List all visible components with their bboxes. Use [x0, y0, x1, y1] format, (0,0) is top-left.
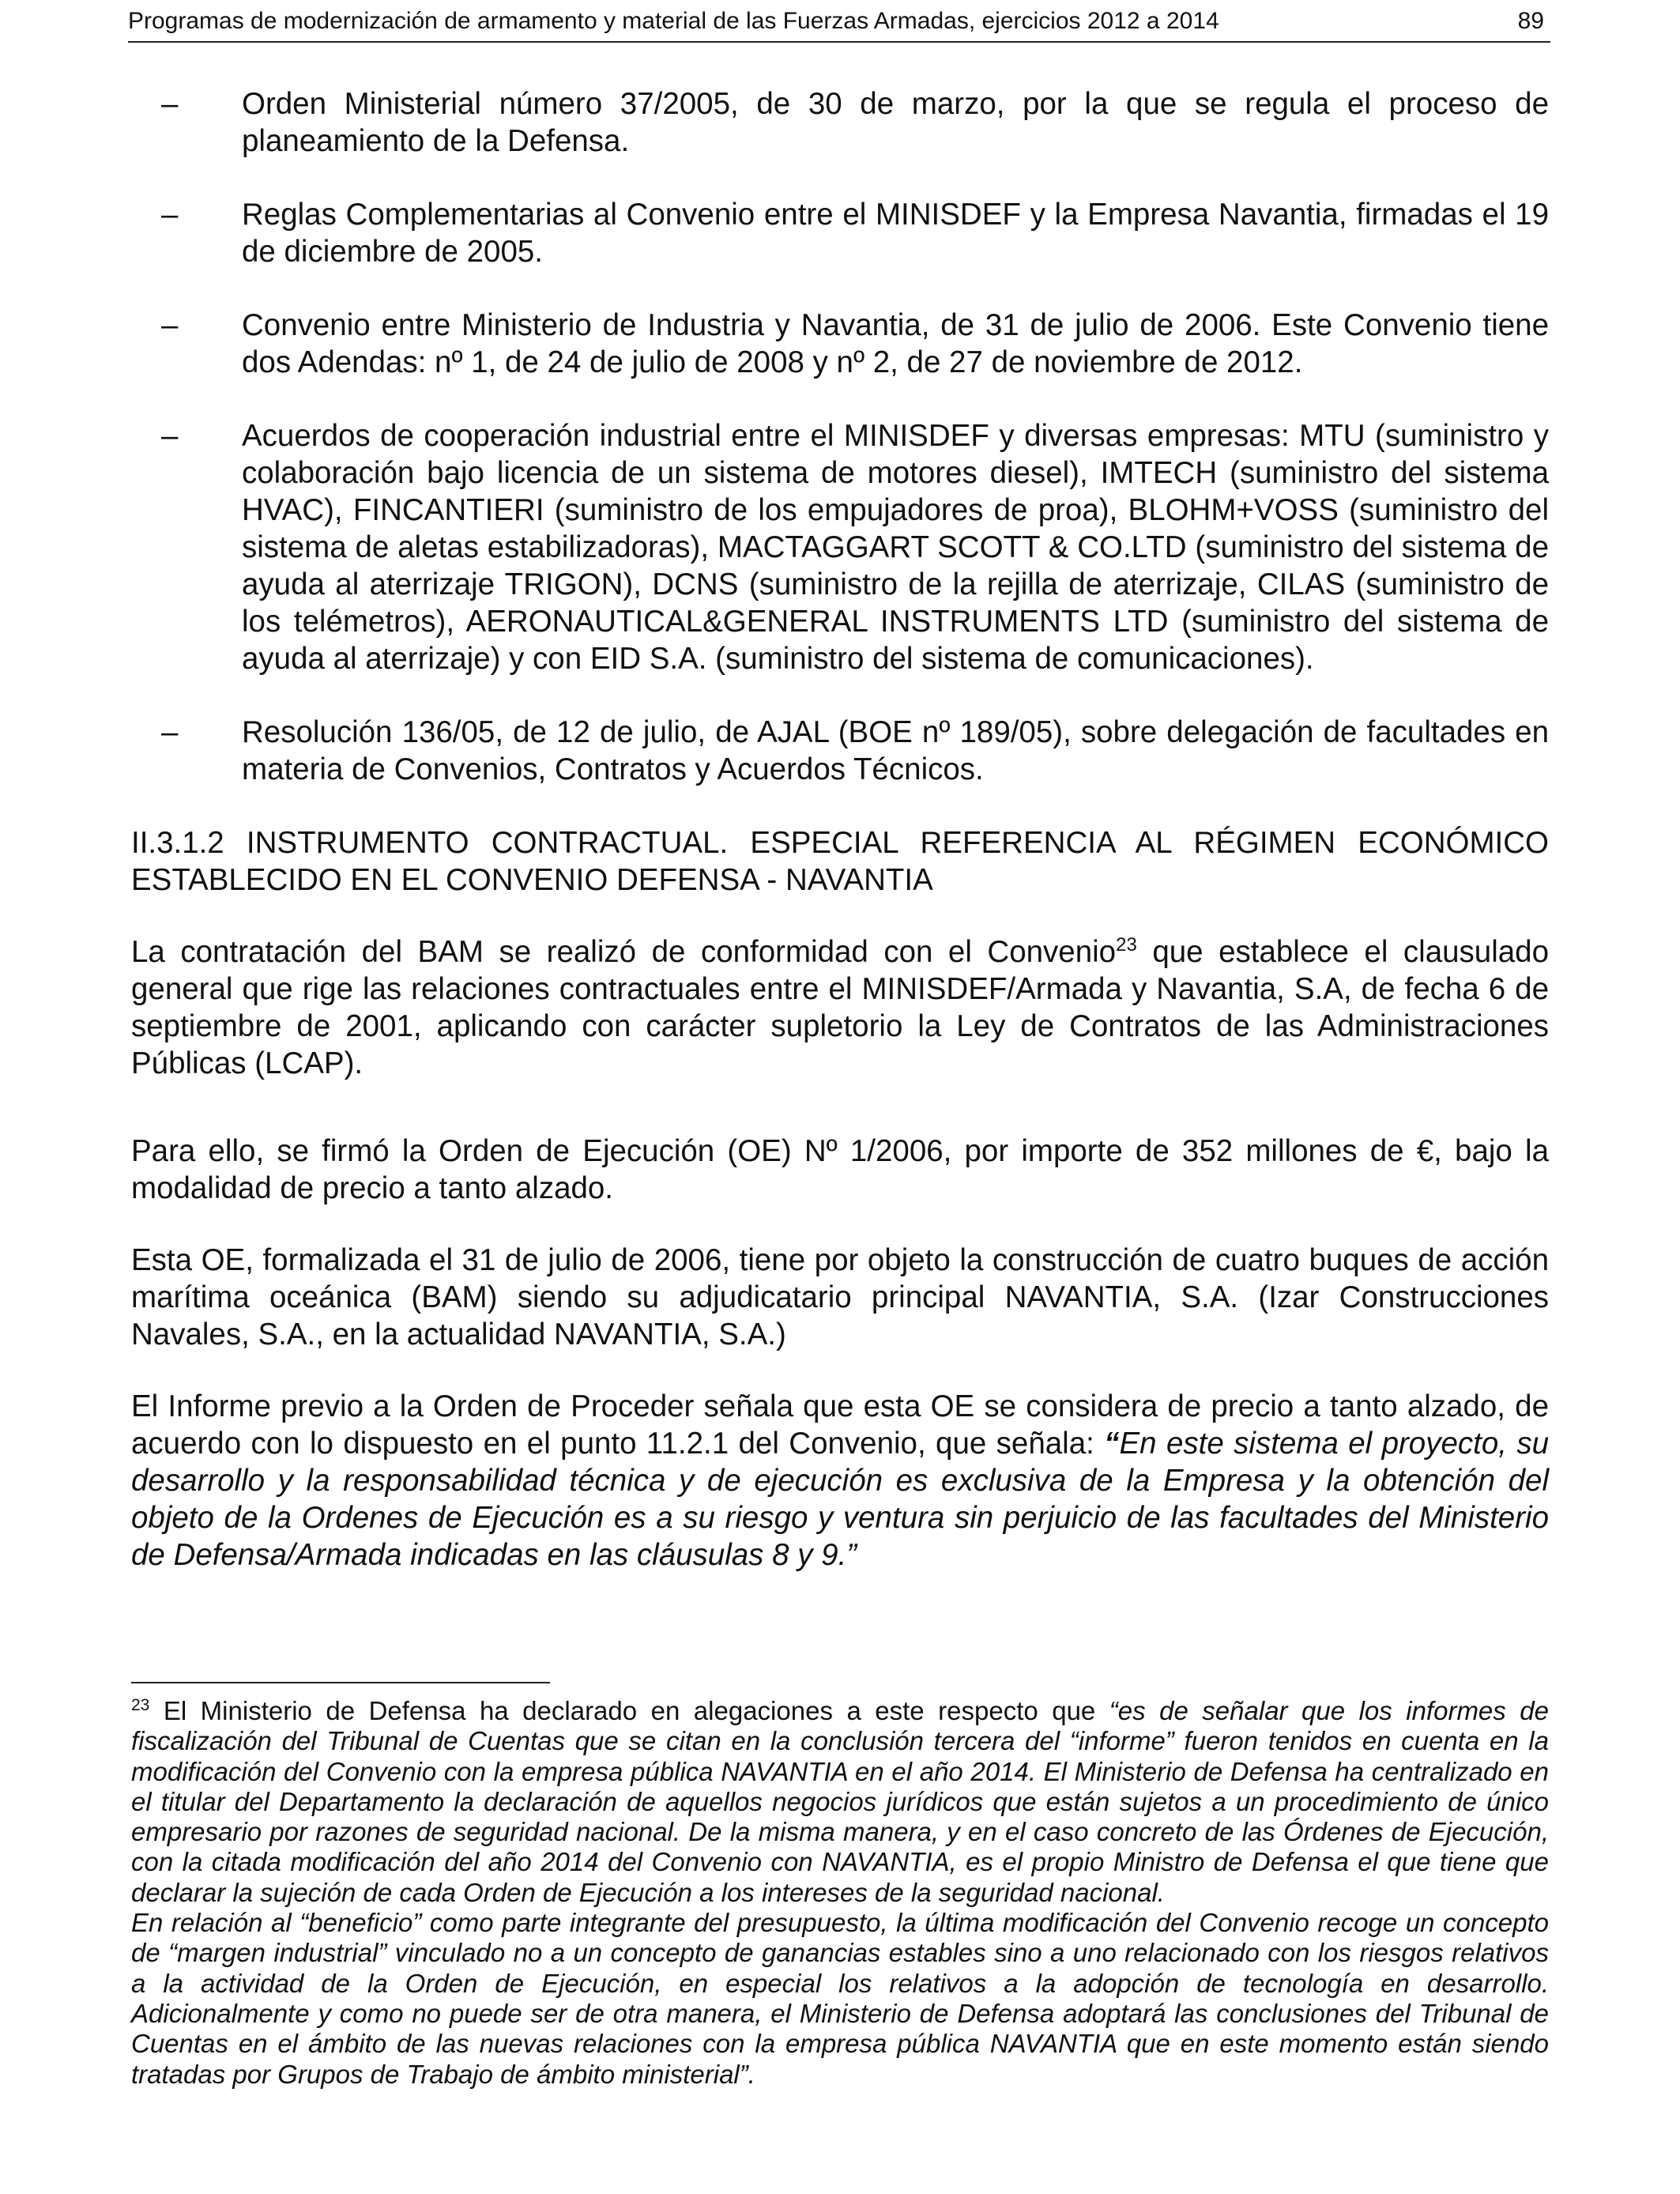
paragraph-text: La contratación del BAM se realizó de conformidad con el Convenio — [131, 935, 1117, 969]
list-item-text: Acuerdos de cooperación industrial entre el MINISDEF y diversas empresas: MTU (suministro y colaboración bajo licencia de un sistema de motores diesel), IMTECH (suministro del sistema HVAC), FINCANTIERI (suministro de los empujadores de proa), BLOHM+VOSS (suministro del sistema de aletas estabilizadoras), MACTAGGART SCOTT & CO.LTD (suministro del sistema de ayuda al aterrizaje TRIGON), DCNS (suministro de la rejilla de aterrizaje, CILAS (suministro de los telémetros), AERONAUTICAL&GENERAL INSTRUMENTS LTD (suministro del sistema de ayuda al aterrizaje) y con EID S.A. (suministro del sistema de comunicaciones). — [242, 419, 1549, 676]
footnote-quote-continued: En relación al “beneficio” como parte integrante del presupuesto, la última modificación del Convenio recoge un concepto de “margen industrial” vinculado no a un concepto de ganancias estables sino a uno relacionado con los riesgos relativos a la actividad de la Orden de Ejecución, en especial los relativos a la adopción de tecnología en desarrollo. Adicionalmente y como no puede ser de otra manera, el Ministerio de Defensa adoptará las conclusiones del Tribunal de Cuentas en el ámbito de las nuevas relaciones con la empresa pública NAVANTIA que en este momento están siendo tratadas por Grupos de Trabajo de ámbito ministerial”. — [131, 1908, 1549, 2089]
main-content — [131, 85, 1549, 1608]
list-item — [161, 307, 1549, 381]
footnotes — [131, 1696, 1549, 2090]
list-item — [161, 417, 1549, 677]
paragraph-text: que establece el clausulado general que rige las relaciones contractuales entre el MINISDEF/Armada y Navantia, S.A, de fecha 6 de septiembre de 2001, aplicando con carácter supletorio la Ley de Contratos de las Administraciones Públicas (LCAP). — [131, 935, 1549, 1080]
list-item — [161, 85, 1549, 160]
bullet-dash: – — [161, 198, 179, 232]
list-item-text: Resolución 136/05, de 12 de julio, de AJAL (BOE nº 189/05), sobre delegación de facultades en materia de Convenios, Contratos y Acuerdos Técnicos. — [242, 715, 1549, 786]
footnote-separator — [131, 1682, 550, 1683]
paragraph-prior-report — [131, 1388, 1549, 1574]
section-heading: II.3.1.2 INSTRUMENTO CONTRACTUAL. ESPECIAL REFERENCIA AL RÉGIMEN ECONÓMICO ESTABLECIDO EN EL CONVENIO DEFENSA - NAVANTIA — [131, 826, 1549, 897]
footnote-quote: “es de señalar que los informes de fiscalización del Tribunal de Cuentas que se citan en la conclusión tercera del “informe” fueron tenidos en cuenta en la modificación del Convenio con la empresa pública NAVANTIA en el año 2014. El Ministerio de Defensa ha centralizado en el titular del Departamento la declaración de aquellos negocios jurídicos que están sujetos a un procedimiento de único empresario por razones de seguridad nacional. De la misma manera, y en el caso concreto de las Órdenes de Ejecución, con la citada modificación del año 2014 del Convenio con NAVANTIA, es el propio Ministro de Defensa el que tiene que declarar la sujeción de cada Orden de Ejecución a los intereses de la seguridad nacional. — [131, 1696, 1549, 1907]
legal-references-list — [161, 85, 1549, 788]
paragraph-oe-object: Esta OE, formalizada el 31 de julio de 2006, tiene por objeto la construcción de cuatro buques de acción marítima oceánica (BAM) siendo su adjudicatario principal NAVANTIA, S.A. (Izar Construcciones Navales, S.A., en la actualidad NAVANTIA, S.A.) — [131, 1243, 1549, 1351]
quote-open-mark: “ — [1104, 1427, 1120, 1461]
bullet-dash: – — [161, 715, 179, 749]
list-item-text: Convenio entre Ministerio de Industria y Navantia, de 31 de julio de 2006. Este Convenio tiene dos Adendas: nº 1, de 24 de julio de 2008 y nº 2, de 27 de noviembre de 2012. — [242, 308, 1549, 379]
bullet-dash: – — [161, 308, 179, 342]
page-number: 89 — [1517, 8, 1544, 34]
list-item-text: Reglas Complementarias al Convenio entre el MINISDEF y la Empresa Navantia, firmadas el 19 de diciembre de 2005. — [242, 198, 1549, 269]
list-item-text: Orden Ministerial número 37/2005, de 30 de marzo, por la que se regula el proceso de planeamiento de la Defensa. — [242, 87, 1549, 158]
paragraph-execution-order: Para ello, se firmó la Orden de Ejecución (OE) Nº 1/2006, por importe de 352 millones de €, bajo la modalidad de precio a tanto alzado. — [131, 1134, 1549, 1205]
list-item — [161, 714, 1549, 788]
header-title: Programas de modernización de armamento y material de las Fuerzas Armadas, ejercicios 2012 a 2014 — [128, 8, 1219, 34]
footnote-reference[interactable]: 23 — [1116, 934, 1137, 956]
page-header — [128, 6, 1550, 43]
footnote-text: El Ministerio de Defensa ha declarado en alegaciones a este respecto que — [149, 1696, 1109, 1725]
footnote-23 — [131, 1696, 1549, 1908]
paragraph-contracting — [131, 933, 1549, 1082]
paragraph-text: El Informe previo a la Orden de Proceder señala que esta OE se considera de precio a tanto alzado, de acuerdo con lo dispuesto en el punto 11.2.1 del Convenio, que señala: — [131, 1389, 1549, 1461]
footnote-number: 23 — [131, 1696, 150, 1714]
bullet-dash: – — [161, 419, 179, 453]
quoted-text: En este sistema el proyecto, su desarrollo y la responsabilidad técnica y de ejecución es exclusiva de la Empresa y la obtención del objeto de la Ordenes de Ejecución es a su riesgo y ventura sin perjuicio de las facultades del Ministerio de Defensa/Armada indicadas en las cláusulas 8 y 9.” — [131, 1427, 1550, 1572]
list-item — [161, 196, 1549, 270]
bullet-dash: – — [161, 87, 179, 121]
